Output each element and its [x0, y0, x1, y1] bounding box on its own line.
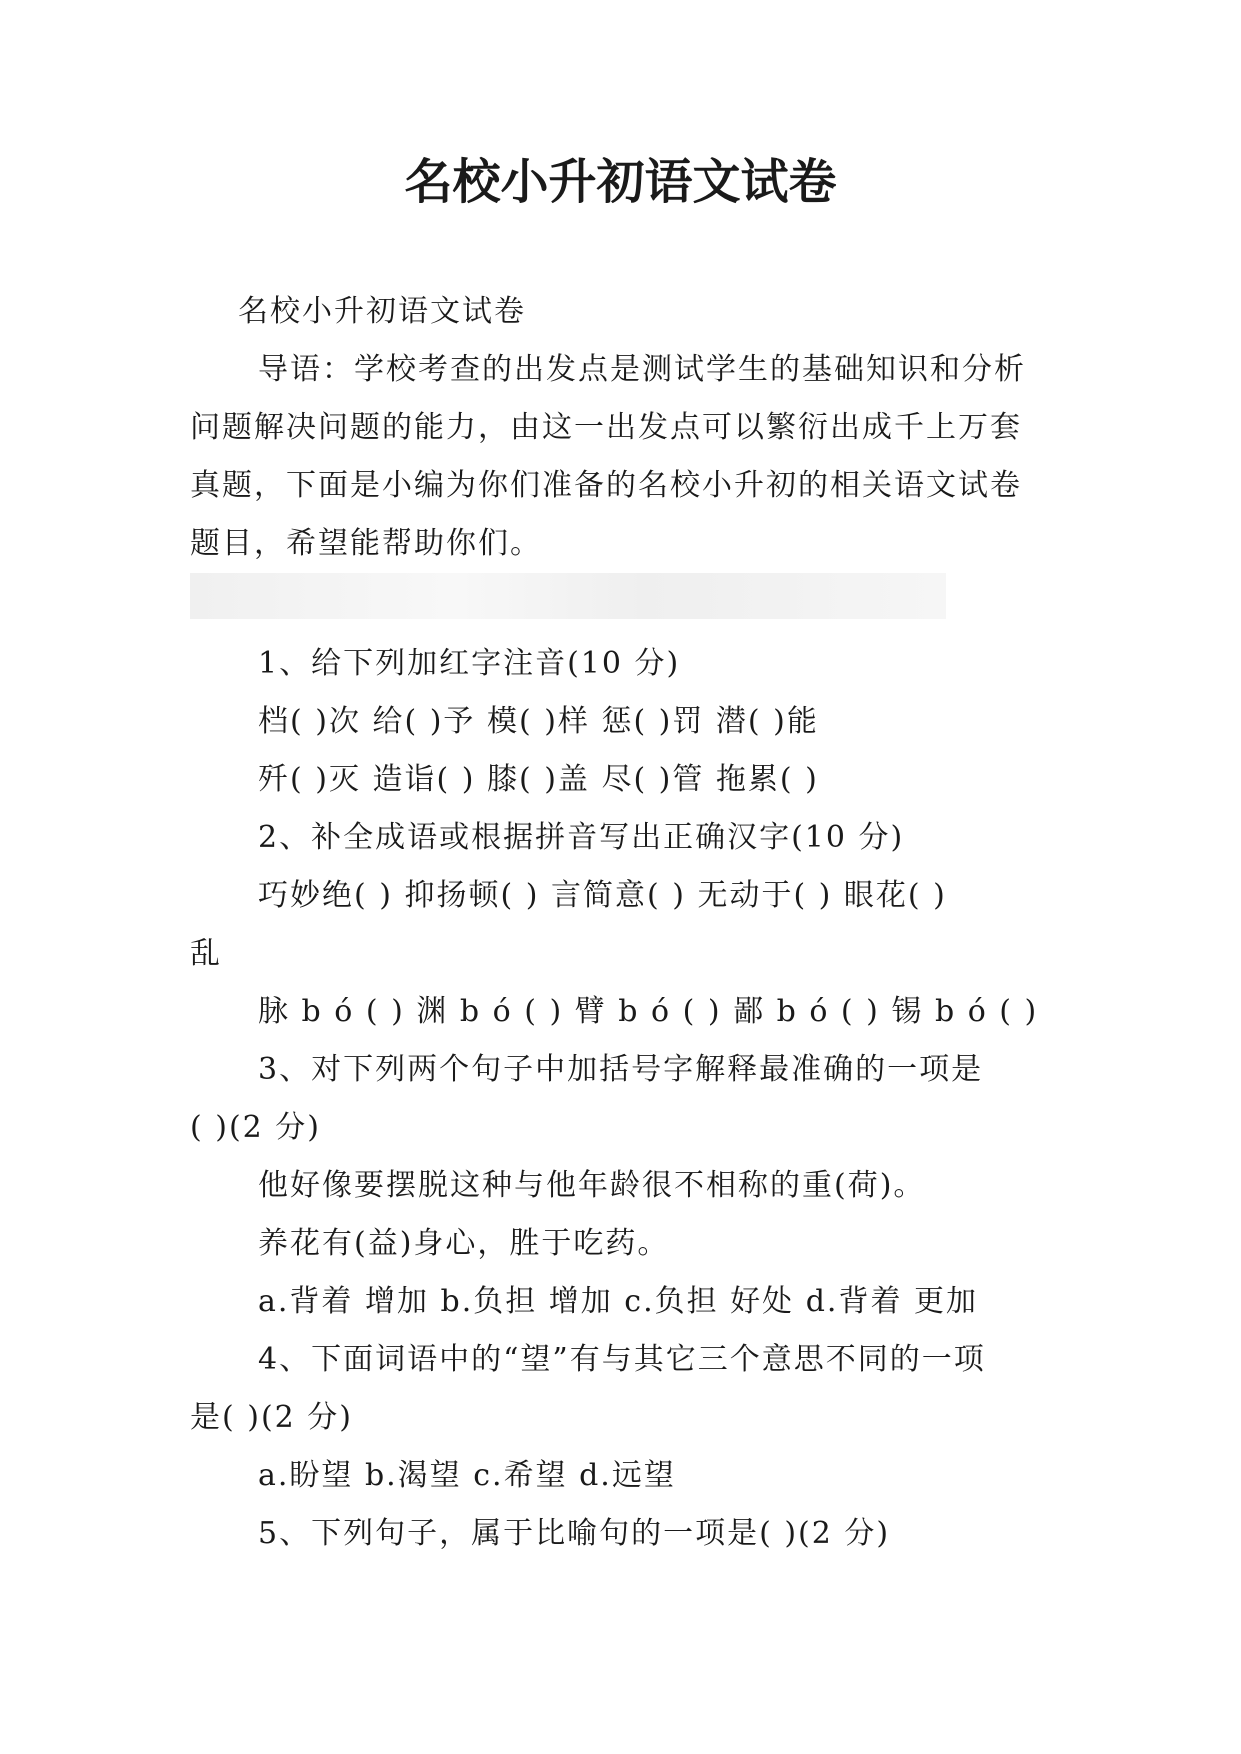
- q4-heading-wrap: 是( )(2 分): [190, 1400, 353, 1435]
- q4-options: a.盼望 b.渴望 c.希望 d.远望: [258, 1458, 676, 1493]
- q1-row-2: 歼( )灭 造诣( ) 膝( )盖 尽( )管 拖累( ): [258, 762, 819, 797]
- q2-row-2: 脉 b ó ( ) 渊 b ó ( ) 臂 b ó ( ) 鄙 b ó ( ) 锡 b ó ( ): [258, 994, 1039, 1029]
- intro-line-4: 题目，希望能帮助你们。: [190, 526, 542, 561]
- document-title: 名校小升初语文试卷: [404, 154, 837, 210]
- intro-line-2: 问题解决问题的能力，由这一出发点可以繁衍出成千上万套: [190, 410, 1022, 445]
- q3-sentence-2: 养花有(益)身心，胜于吃药。: [258, 1226, 670, 1261]
- q2-heading: 2、补全成语或根据拼音写出正确汉字(10 分): [258, 820, 905, 855]
- q3-heading-wrap: ( )(2 分): [190, 1110, 321, 1145]
- q2-row-1-wrap: 乱: [190, 936, 222, 971]
- q4-heading: 4、下面词语中的“望”有与其它三个意思不同的一项: [258, 1342, 986, 1377]
- q1-heading: 1、给下列加红字注音(10 分): [258, 646, 681, 681]
- q1-row-1: 档( )次 给( )予 模( )样 惩( )罚 潜( )能: [258, 704, 819, 739]
- q3-options: a.背着 增加 b.负担 增加 c.负担 好处 d.背着 更加: [258, 1284, 978, 1319]
- q3-heading: 3、对下列两个句子中加括号字解释最准确的一项是: [258, 1052, 984, 1087]
- q5-heading: 5、下列句子，属于比喻句的一项是( )(2 分): [258, 1516, 891, 1551]
- q2-row-1: 巧妙绝( ) 抑扬顿( ) 言简意( ) 无动于( ) 眼花( ): [258, 878, 947, 913]
- intro-line-3: 真题，下面是小编为你们准备的名校小升初的相关语文试卷: [190, 468, 1022, 503]
- intro-line-1: 导语：学校考查的出发点是测试学生的基础知识和分析: [258, 352, 1026, 387]
- faded-image-strip: [190, 573, 946, 619]
- q3-sentence-1: 他好像要摆脱这种与他年龄很不相称的重(荷)。: [258, 1168, 926, 1203]
- document-subtitle: 名校小升初语文试卷: [238, 294, 526, 329]
